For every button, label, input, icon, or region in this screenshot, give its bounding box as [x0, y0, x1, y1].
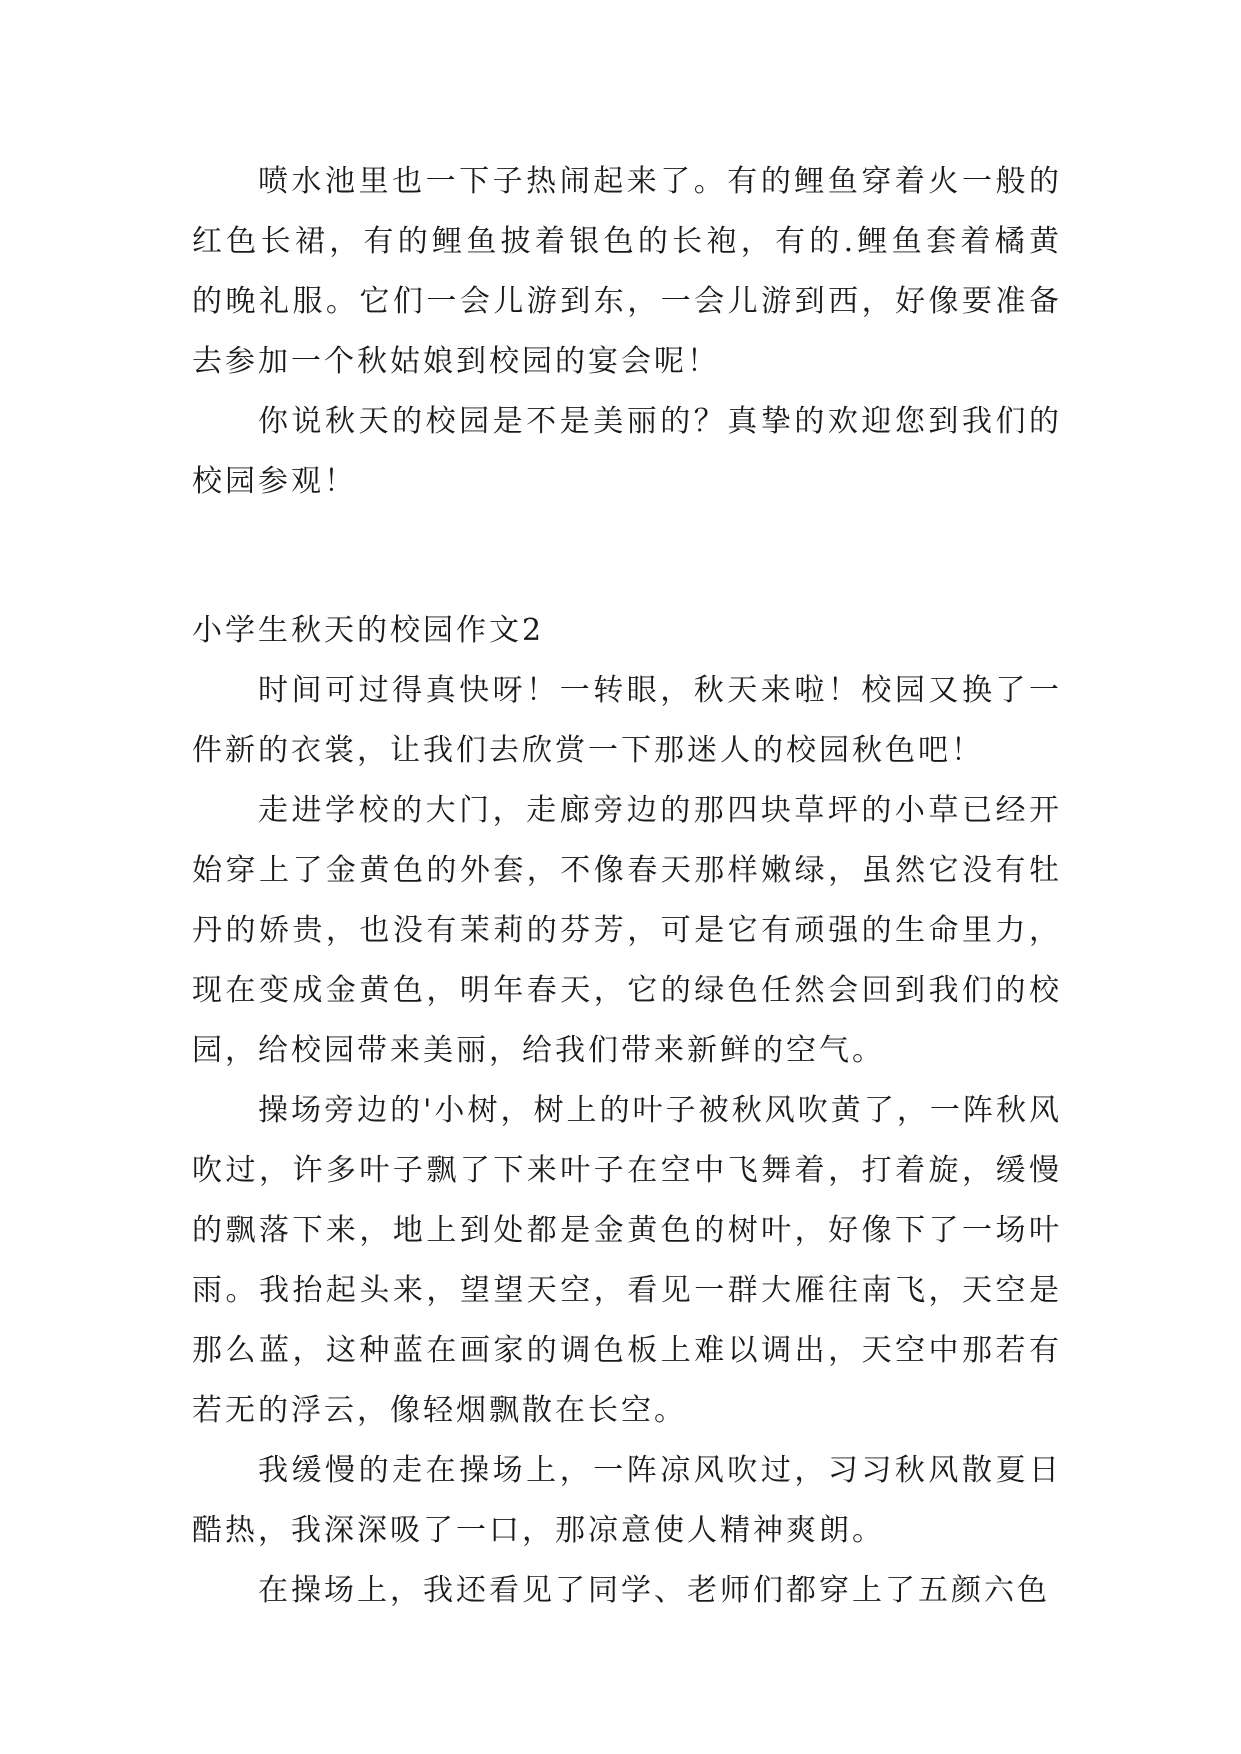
paragraph-lawn: 走进学校的大门，走廊旁边的那四块草坪的小草已经开始穿上了金黄色的外套，不像春天那样嫩绿，虽然它没有牡丹的娇贵，也没有茉莉的芬芳，可是它有顽强的生命里力，现在变成金黄色，明年春天，它的绿色任然会回到我们的校园，给校园带来美丽，给我们带来新鲜的空气。 — [192, 793, 1062, 1068]
paragraph-breeze: 我缓慢的走在操场上，一阵凉风吹过，习习秋风散夏日酷热，我深深吸了一口，那凉意使人精神爽朗。 — [192, 1453, 1062, 1548]
paragraph-fountain: 喷水池里也一下子热闹起来了。有的鲤鱼穿着火一般的红色长裙，有的鲤鱼披着银色的长袍，有的.鲤鱼套着橘黄的晚礼服。它们一会儿游到东，一会儿游到西，好像要准备去参加一个秋姑娘到校园的宴会呢！ — [192, 164, 1062, 379]
essay-heading: 小学生秋天的校园作文2 — [192, 613, 545, 648]
paragraph-intro: 时间可过得真快呀！一转眼，秋天来啦！校园又换了一件新的衣裳，让我们去欣赏一下那迷人的校园秋色吧！ — [192, 673, 1062, 768]
paragraph-invitation: 你说秋天的校园是不是美丽的？真挚的欢迎您到我们的校园参观！ — [192, 404, 1062, 499]
paragraph-playground: 在操场上，我还看见了同学、老师们都穿上了五颜六色 — [258, 1573, 1050, 1608]
document-body — [192, 152, 1062, 1621]
paragraph-trees: 操场旁边的'小树，树上的叶子被秋风吹黄了，一阵秋风吹过，许多叶子飘了下来叶子在空中飞舞着，打着旋，缓慢的飘落下来，地上到处都是金黄色的树叶，好像下了一场叶雨。我抬起头来，望望天空，看见一群大雁往南飞，天空是那么蓝，这种蓝在画家的调色板上难以调出，天空中那若有若无的浮云，像轻烟飘散在长空。 — [192, 1093, 1062, 1428]
